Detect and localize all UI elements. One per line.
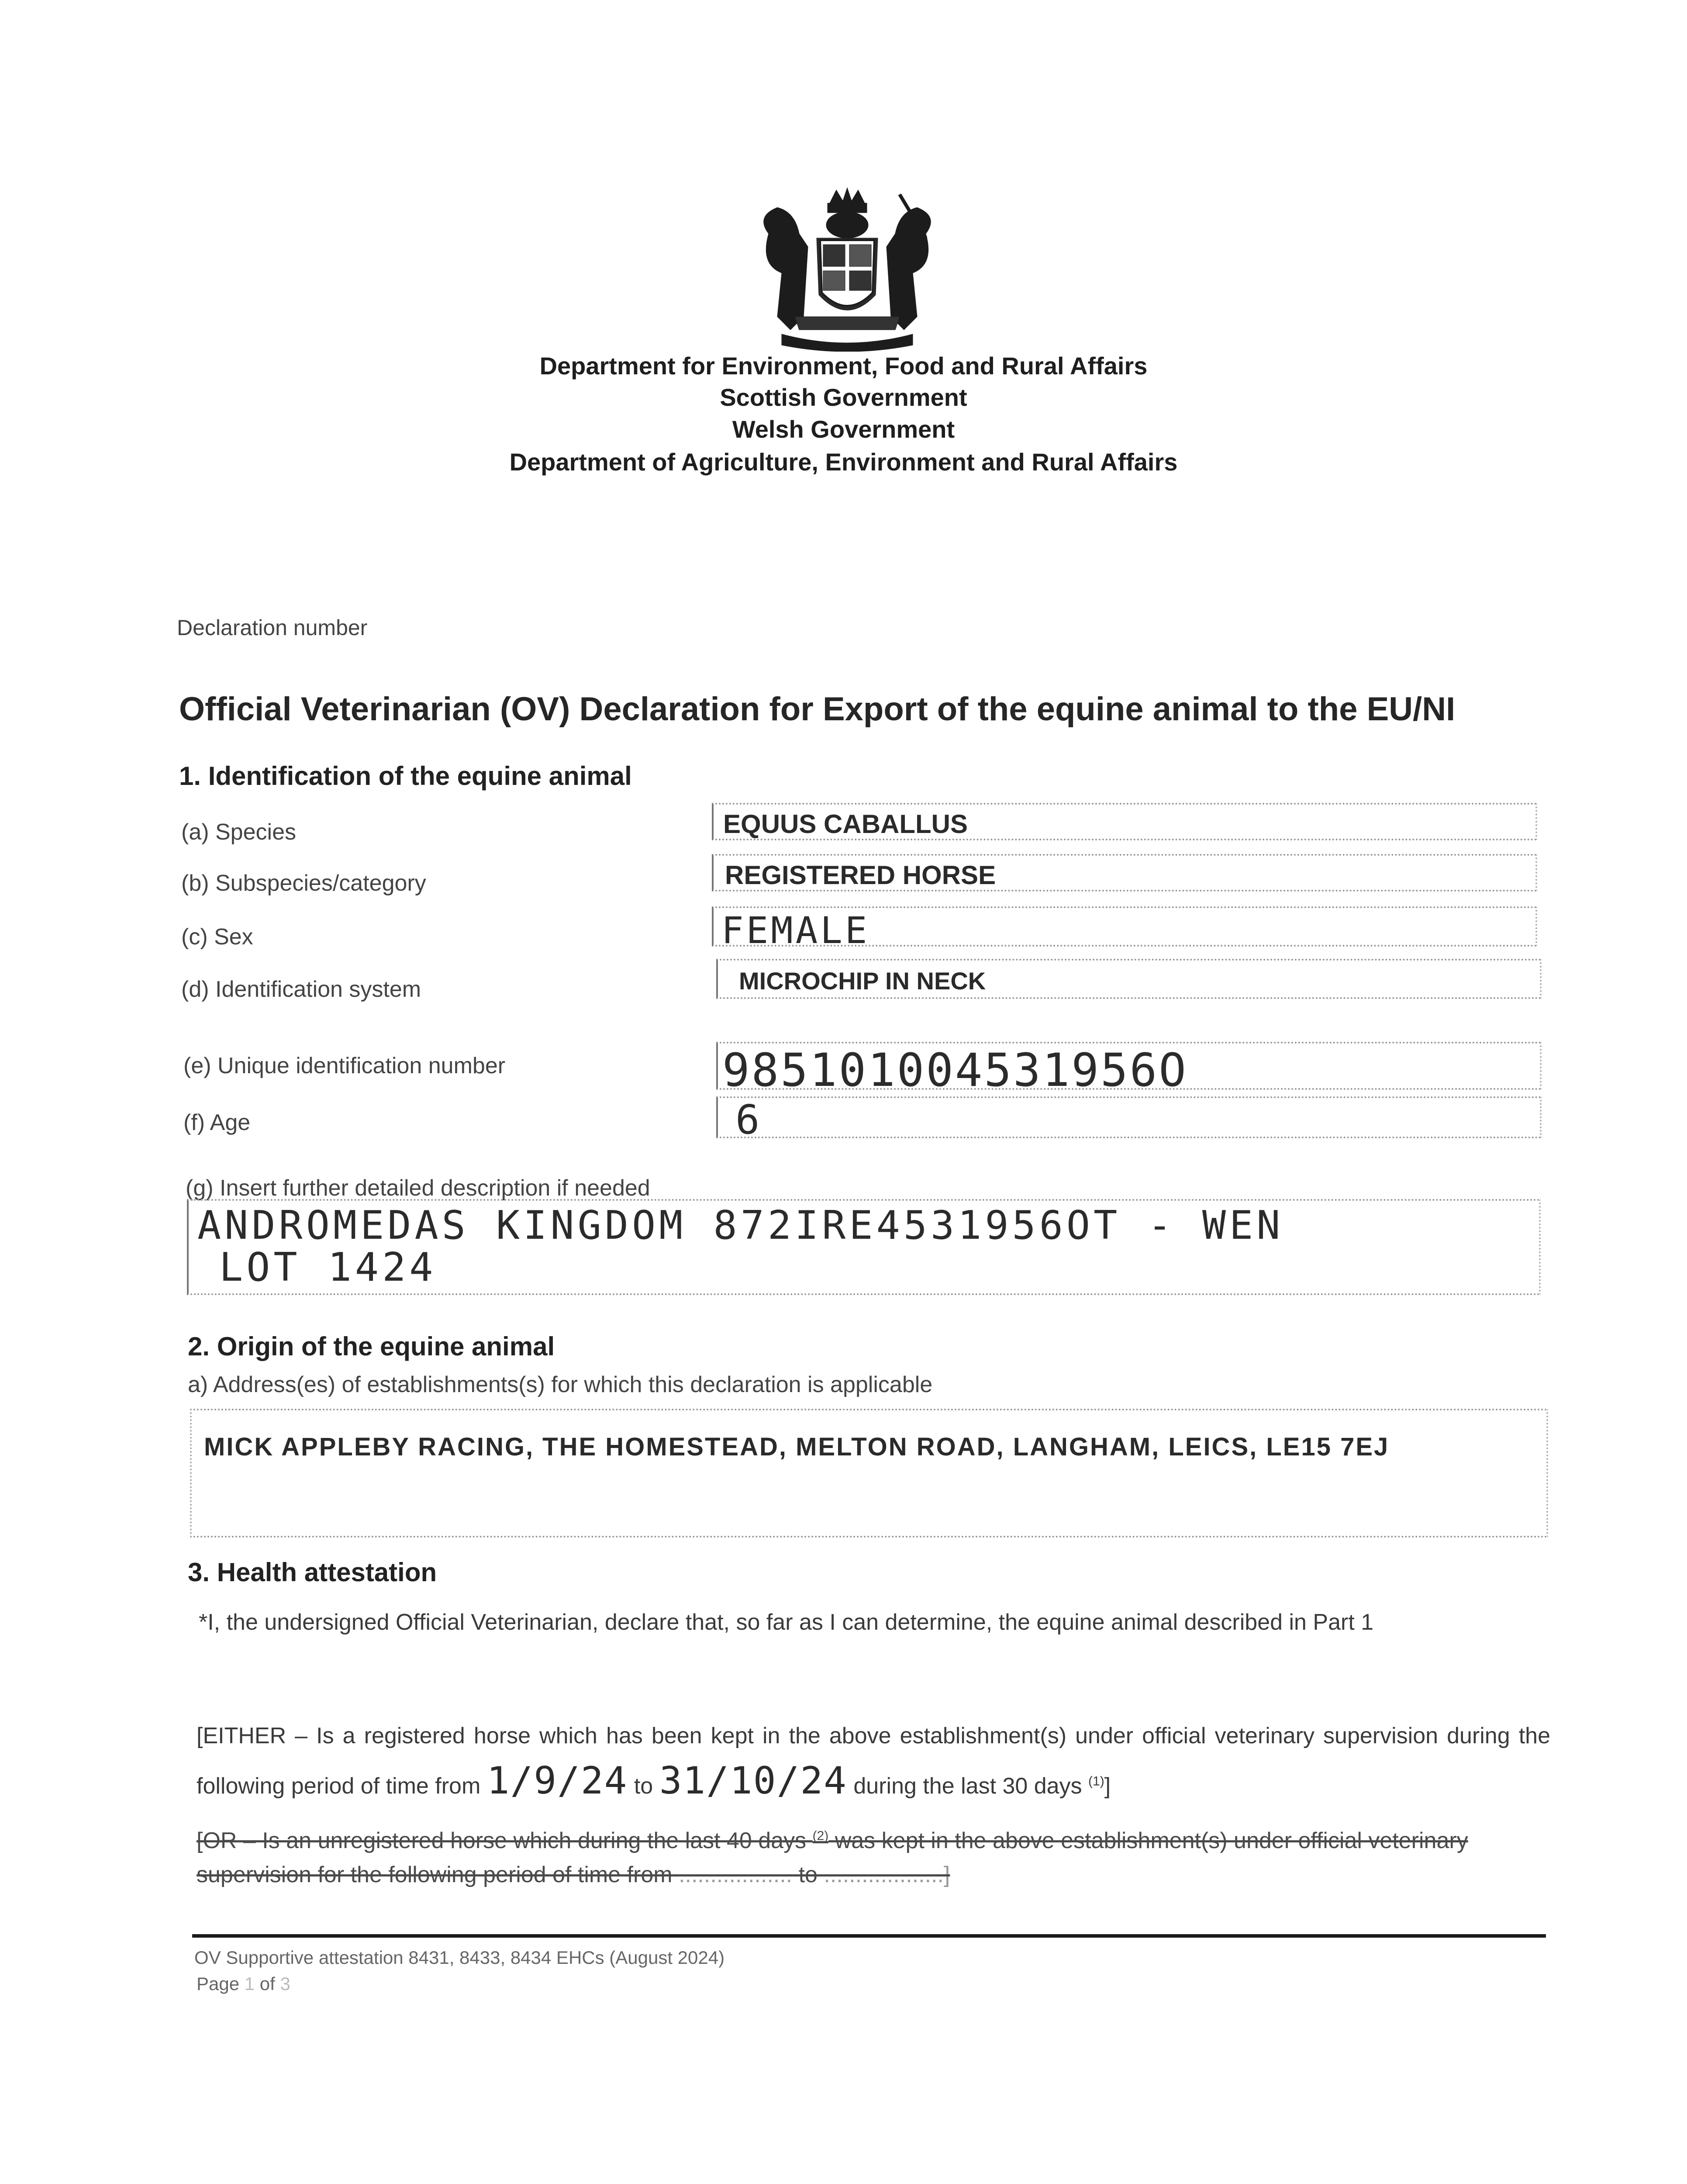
sex-value: FEMALE xyxy=(721,909,870,952)
identification-system-label: (d) Identification system xyxy=(181,977,421,1002)
royal-coat-of-arms-icon xyxy=(742,186,952,352)
further-description-line-1: ANDROMEDAS KINGDOM 872IRE4531956OT - WEN xyxy=(197,1203,1284,1248)
or-clause-text-2: was kept in the above establishment(s) under official veterinary supervision for the following period of time from xyxy=(197,1828,1468,1887)
sex-field[interactable] xyxy=(712,906,1537,952)
identification-system-field[interactable] xyxy=(716,959,1542,999)
footer-divider xyxy=(192,1934,1546,1938)
age-label: (f) Age xyxy=(183,1110,251,1135)
further-description-field[interactable] xyxy=(187,1199,1541,1295)
species-value: EQUUS CABALLUS xyxy=(723,809,968,839)
or-clause xyxy=(197,1824,1550,1892)
unique-id-label: (e) Unique identification number xyxy=(183,1053,506,1078)
section-3-heading: 3. Health attestation xyxy=(188,1558,437,1587)
document-title: Official Veterinarian (OV) Declaration for Export of the equine animal to the EU/NI xyxy=(179,691,1456,728)
or-period-to-blank: ...................] xyxy=(824,1862,950,1887)
subspecies-label: (b) Subspecies/category xyxy=(181,871,426,896)
address-value: MICK APPLEBY RACING, THE HOMESTEAD, MELTON ROAD, LANGHAM, LEICS, LE15 7EJ xyxy=(204,1433,1390,1461)
section-1-heading: 1. Identification of the equine animal xyxy=(179,761,632,791)
either-clause xyxy=(197,1719,1550,1809)
section-2-heading: 2. Origin of the equine animal xyxy=(188,1332,555,1361)
page-total: 3 xyxy=(280,1973,290,1994)
footnote-ref-1: (1) xyxy=(1088,1774,1104,1789)
species-field[interactable] xyxy=(712,803,1537,840)
health-attestation-intro: *I, the undersigned Official Veterinarian, declare that, so far as I can determine, the equine animal described in Part 1 xyxy=(199,1610,1374,1635)
period-to-word: to xyxy=(634,1773,653,1799)
subspecies-field[interactable] xyxy=(712,854,1537,892)
either-clause-text: [EITHER – Is a registered horse which has been kept in the above establishment(s) under official veterinary supervision during the following period of time from xyxy=(197,1723,1550,1799)
further-description-label: (g) Insert further detailed description if needed xyxy=(186,1175,650,1201)
unique-id-field[interactable] xyxy=(716,1042,1542,1097)
unique-id-value: 985101004531956O xyxy=(722,1044,1188,1097)
either-clause-close: ] xyxy=(1104,1773,1111,1799)
age-field[interactable] xyxy=(716,1096,1542,1143)
age-value: 6 xyxy=(735,1096,762,1143)
page-of: of xyxy=(259,1973,275,1994)
or-period-to-word: to xyxy=(798,1862,818,1887)
sex-label: (c) Sex xyxy=(181,924,253,950)
department-name-defra: Department for Environment, Food and Rural Affairs xyxy=(539,352,1148,380)
identification-system-value: MICROCHIP IN NECK xyxy=(739,967,986,995)
species-label: (a) Species xyxy=(181,819,296,845)
or-clause-text: [OR – Is an unregistered horse which during the last 40 days xyxy=(197,1828,807,1853)
page-current: 1 xyxy=(244,1973,255,1994)
department-name-welsh-government: Welsh Government xyxy=(732,415,955,443)
or-period-from-blank: .................. xyxy=(679,1862,793,1887)
address-field[interactable] xyxy=(190,1409,1548,1538)
period-from-date: 1/9/24 xyxy=(486,1759,628,1803)
period-to-date: 31/10/24 xyxy=(659,1759,847,1803)
declaration-number-label: Declaration number xyxy=(177,615,368,640)
footnote-ref-2: (2) xyxy=(812,1828,829,1843)
footer-page-number xyxy=(197,1973,290,1994)
further-description-line-2: LOT 1424 xyxy=(219,1244,437,1290)
department-name-daera: Department of Agriculture, Environment and Rural Affairs xyxy=(509,448,1178,476)
address-label: a) Address(es) of establishments(s) for which this declaration is applicable xyxy=(188,1372,933,1397)
page-label: Page xyxy=(197,1973,240,1994)
subspecies-value: REGISTERED HORSE xyxy=(725,860,996,890)
either-clause-text-2: during the last 30 days xyxy=(853,1773,1082,1799)
department-name-scottish-government: Scottish Government xyxy=(720,384,967,411)
footer-attestation-reference: OV Supportive attestation 8431, 8433, 8434 EHCs (August 2024) xyxy=(194,1947,725,1968)
